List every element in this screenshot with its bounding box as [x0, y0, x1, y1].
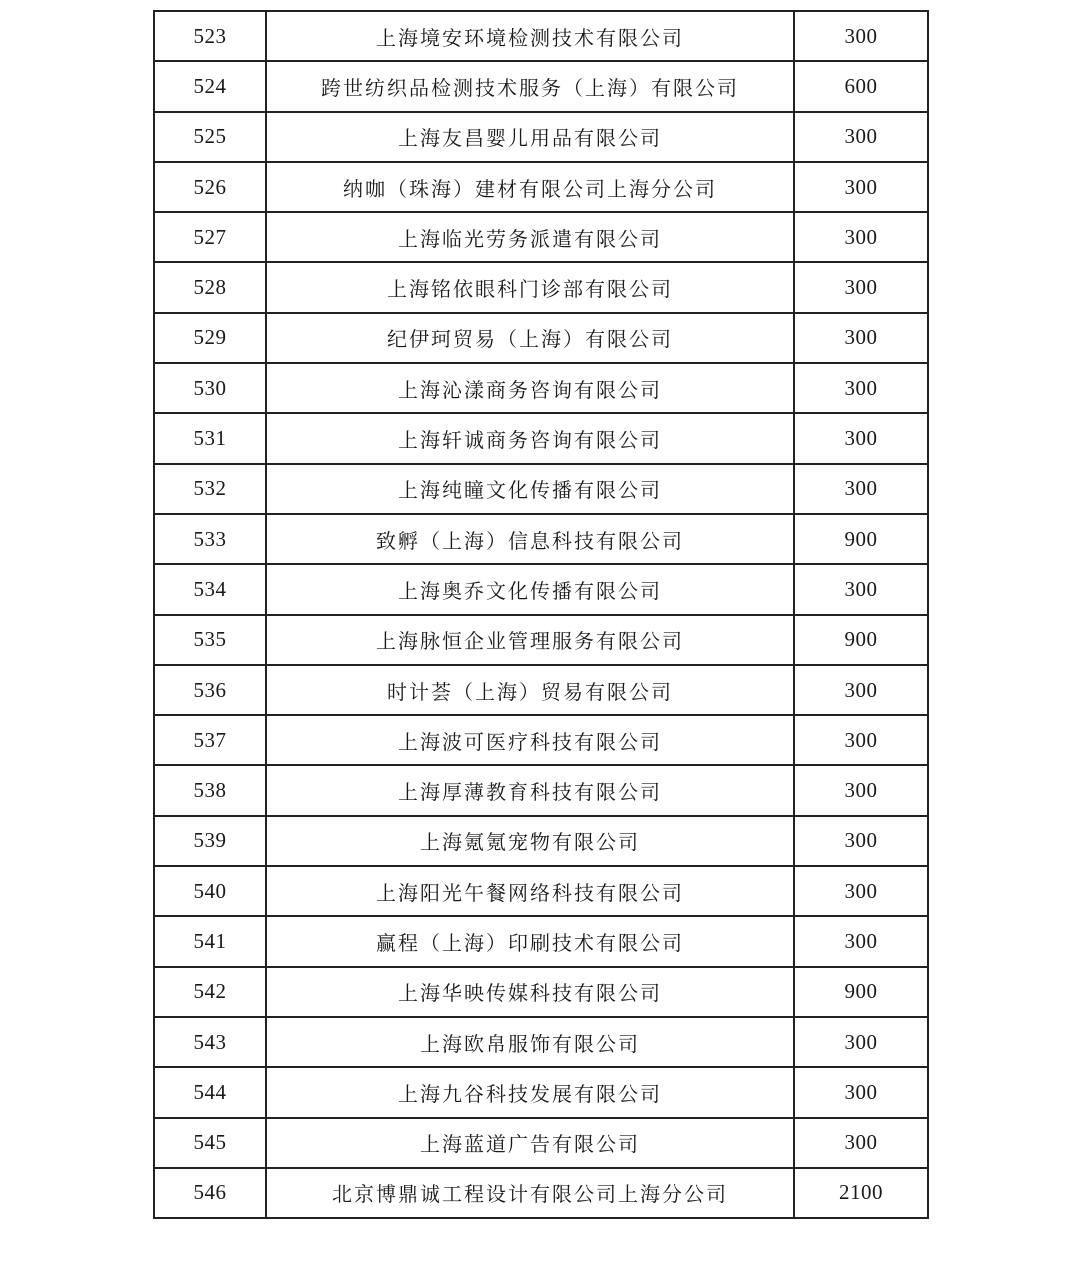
amount: 300 — [794, 816, 928, 866]
table-row — [154, 665, 928, 715]
row-number: 544 — [154, 1067, 266, 1117]
amount: 300 — [794, 112, 928, 162]
company-name: 上海阳光午餐网络科技有限公司 — [266, 866, 794, 916]
table-row — [154, 363, 928, 413]
table-row — [154, 413, 928, 463]
company-name: 纳咖（珠海）建材有限公司上海分公司 — [266, 162, 794, 212]
amount: 300 — [794, 1017, 928, 1067]
row-number: 525 — [154, 112, 266, 162]
row-number: 546 — [154, 1168, 266, 1218]
amount: 900 — [794, 967, 928, 1017]
amount: 300 — [794, 1118, 928, 1168]
company-name: 上海氪氪宠物有限公司 — [266, 816, 794, 866]
table-row — [154, 162, 928, 212]
amount: 300 — [794, 363, 928, 413]
table-row — [154, 11, 928, 61]
amount: 300 — [794, 916, 928, 966]
table-row — [154, 765, 928, 815]
amount: 300 — [794, 11, 928, 61]
amount: 300 — [794, 866, 928, 916]
row-number: 533 — [154, 514, 266, 564]
company-name: 北京博鼎诚工程设计有限公司上海分公司 — [266, 1168, 794, 1218]
amount: 300 — [794, 212, 928, 262]
row-number: 536 — [154, 665, 266, 715]
table-row — [154, 967, 928, 1017]
company-name: 纪伊珂贸易（上海）有限公司 — [266, 313, 794, 363]
row-number: 524 — [154, 61, 266, 111]
company-name: 上海轩诚商务咨询有限公司 — [266, 413, 794, 463]
company-name: 上海友昌婴儿用品有限公司 — [266, 112, 794, 162]
table-row — [154, 61, 928, 111]
amount: 300 — [794, 262, 928, 312]
amount: 900 — [794, 514, 928, 564]
company-name: 上海临光劳务派遣有限公司 — [266, 212, 794, 262]
company-name: 上海纯瞳文化传播有限公司 — [266, 464, 794, 514]
row-number: 527 — [154, 212, 266, 262]
company-name: 上海华映传媒科技有限公司 — [266, 967, 794, 1017]
table-row — [154, 866, 928, 916]
amount: 300 — [794, 464, 928, 514]
table-row — [154, 715, 928, 765]
row-number: 543 — [154, 1017, 266, 1067]
amount: 600 — [794, 61, 928, 111]
table-row — [154, 916, 928, 966]
amount: 300 — [794, 564, 928, 614]
company-name: 时计荟（上海）贸易有限公司 — [266, 665, 794, 715]
row-number: 539 — [154, 816, 266, 866]
row-number: 540 — [154, 866, 266, 916]
amount: 900 — [794, 615, 928, 665]
table-row — [154, 464, 928, 514]
row-number: 542 — [154, 967, 266, 1017]
amount: 300 — [794, 413, 928, 463]
row-number: 523 — [154, 11, 266, 61]
company-table-container — [153, 10, 927, 1219]
amount: 2100 — [794, 1168, 928, 1218]
company-name: 上海厚薄教育科技有限公司 — [266, 765, 794, 815]
table-row — [154, 313, 928, 363]
table-row — [154, 1118, 928, 1168]
amount: 300 — [794, 1067, 928, 1117]
table-row — [154, 112, 928, 162]
amount: 300 — [794, 765, 928, 815]
table-row — [154, 816, 928, 866]
company-name: 上海境安环境检测技术有限公司 — [266, 11, 794, 61]
company-name: 上海奥乔文化传播有限公司 — [266, 564, 794, 614]
row-number: 529 — [154, 313, 266, 363]
company-name: 致孵（上海）信息科技有限公司 — [266, 514, 794, 564]
row-number: 530 — [154, 363, 266, 413]
table-row — [154, 615, 928, 665]
amount: 300 — [794, 313, 928, 363]
company-name: 上海波可医疗科技有限公司 — [266, 715, 794, 765]
table-row — [154, 262, 928, 312]
table-body — [154, 11, 928, 1218]
row-number: 526 — [154, 162, 266, 212]
table-row — [154, 514, 928, 564]
company-name: 上海脉恒企业管理服务有限公司 — [266, 615, 794, 665]
amount: 300 — [794, 715, 928, 765]
amount: 300 — [794, 162, 928, 212]
company-name: 上海蓝道广告有限公司 — [266, 1118, 794, 1168]
row-number: 541 — [154, 916, 266, 966]
company-name: 跨世纺织品检测技术服务（上海）有限公司 — [266, 61, 794, 111]
company-name: 赢程（上海）印刷技术有限公司 — [266, 916, 794, 966]
row-number: 532 — [154, 464, 266, 514]
row-number: 545 — [154, 1118, 266, 1168]
row-number: 538 — [154, 765, 266, 815]
row-number: 537 — [154, 715, 266, 765]
company-subsidy-table — [153, 10, 929, 1219]
table-row — [154, 1017, 928, 1067]
table-row — [154, 212, 928, 262]
company-name: 上海九谷科技发展有限公司 — [266, 1067, 794, 1117]
row-number: 528 — [154, 262, 266, 312]
row-number: 534 — [154, 564, 266, 614]
table-row — [154, 564, 928, 614]
row-number: 531 — [154, 413, 266, 463]
table-row — [154, 1067, 928, 1117]
company-name: 上海铭依眼科门诊部有限公司 — [266, 262, 794, 312]
amount: 300 — [794, 665, 928, 715]
company-name: 上海沁漾商务咨询有限公司 — [266, 363, 794, 413]
row-number: 535 — [154, 615, 266, 665]
table-row — [154, 1168, 928, 1218]
company-name: 上海欧帛服饰有限公司 — [266, 1017, 794, 1067]
